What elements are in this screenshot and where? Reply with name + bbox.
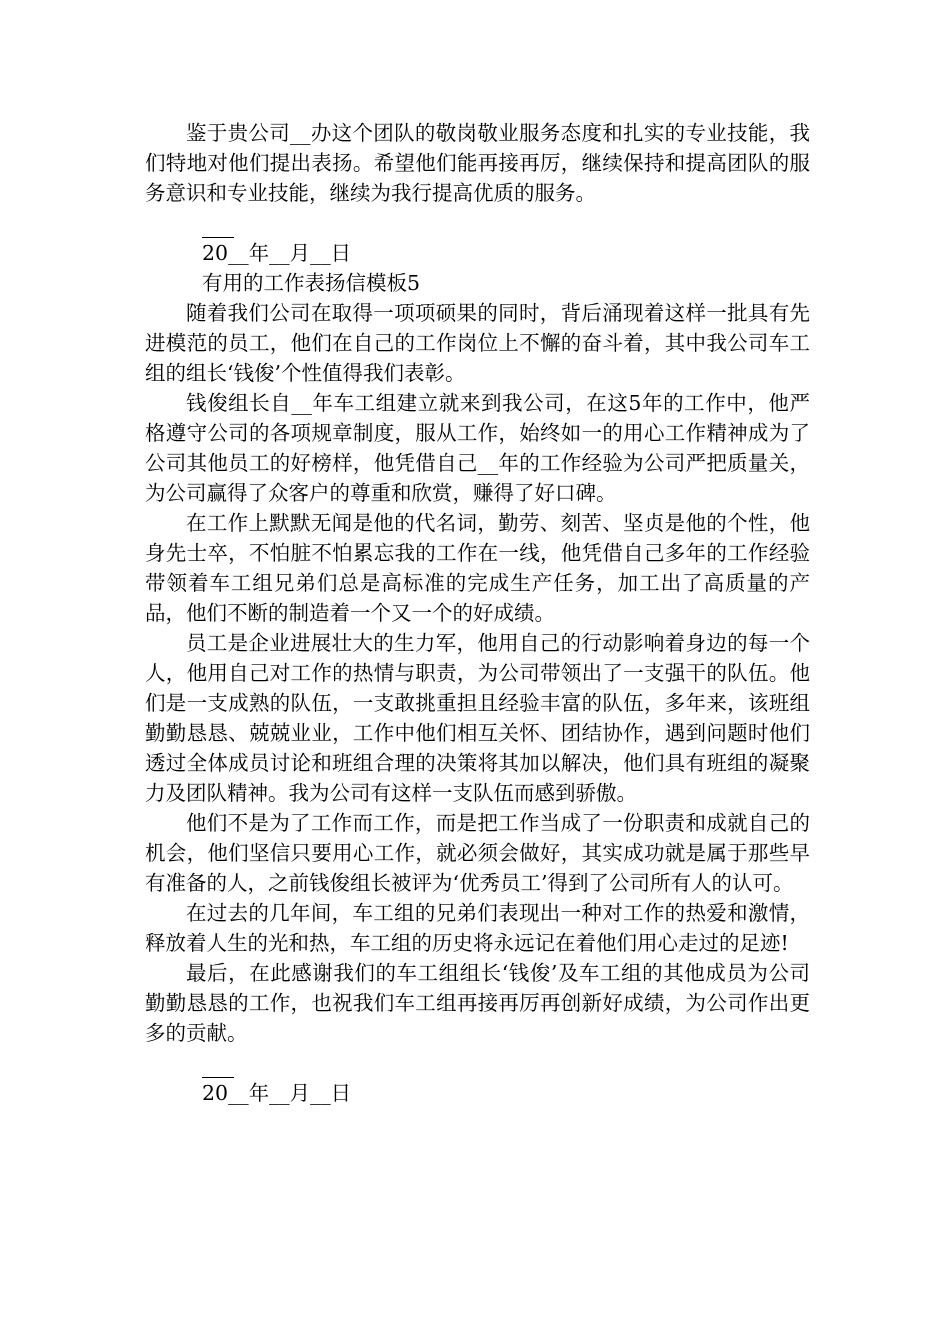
- body-paragraph-6: 在过去的几年间，车工组的兄弟们表现出一种对工作的热爱和激情，释放着人生的光和热，车工组的历史将永远记在着他们用心走过的足迹!: [145, 901, 810, 955]
- intro-paragraph: 鉴于贵公司__办这个团队的敬岗敬业服务态度和扎实的专业技能，我们特地对他们提出表扬。希望他们能再接再厉，继续保持和提高团队的服务意识和专业技能，继续为我行提高优质的服务。: [145, 121, 810, 205]
- signature-line-1: [145, 216, 810, 238]
- body-paragraph-7: 最后，在此感谢我们的车工组组长‘钱俊’及车工组的其他成员为公司勤勤恳恳的工作，也祝我们车工组再接再厉再创新好成绩，为公司作出更多的贡献。: [145, 961, 810, 1045]
- signature-line-2: [145, 1056, 810, 1078]
- document-page: [145, 118, 810, 1108]
- section-title: 有用的工作表扬信模板5: [202, 271, 421, 295]
- body-paragraph-5: 他们不是为了工作而工作，而是把工作当成了一份职责和成就自己的机会，他们坚信只要用心工作，就必须会做好，其实成功就是属于那些早有准备的人，之前钱俊组长被评为‘优秀员工’得到了公司所有人的认可。: [145, 811, 810, 895]
- body-paragraph-1: 随着我们公司在取得一项项硕果的同时，背后涌现着这样一批具有先进模范的员工，他们在自己的工作岗位上不懈的奋斗着，其中我公司车工组的组长‘钱俊’个性值得我们表彰。: [145, 301, 810, 385]
- signature-blank: [202, 223, 234, 238]
- signature-date-2: 20__年__月__日: [202, 1081, 352, 1105]
- body-paragraph-4: 员工是企业进展壮大的生力军，他用自己的行动影响着身边的每一个人，他用自己对工作的热情与职责，为公司带领出了一支强干的队伍。他们是一支成熟的队伍，一支敢挑重担且经验丰富的队伍，多年来，该班组勤勤恳恳、兢兢业业，工作中他们相互关怀、团结协作，遇到问题时他们透过全体成员讨论和班组合理的决策将其加以解决，他们具有班组的凝聚力及团队精神。我为公司有这样一支队伍而感到骄傲。: [145, 631, 810, 805]
- body-paragraph-2: 钱俊组长自__年车工组建立就来到我公司，在这5年的工作中，他严格遵守公司的各项规章制度，服从工作，始终如一的用心工作精神成为了公司其他员工的好榜样，他凭借自己__年的工作经验为公司严把质量关，为公司赢得了众客户的尊重和欣赏，赚得了好口碑。: [145, 391, 810, 505]
- signature-blank: [202, 1063, 234, 1078]
- signature-date-1: 20__年__月__日: [202, 241, 352, 265]
- body-paragraph-3: 在工作上默默无闻是他的代名词，勤劳、刻苦、坚贞是他的个性，他身先士卒，不怕脏不怕累忘我的工作在一线，他凭借自己多年的工作经验带领着车工组兄弟们总是高标准的完成生产任务，加工出了高质量的产品，他们不断的制造着一个又一个的好成绩。: [145, 511, 810, 625]
